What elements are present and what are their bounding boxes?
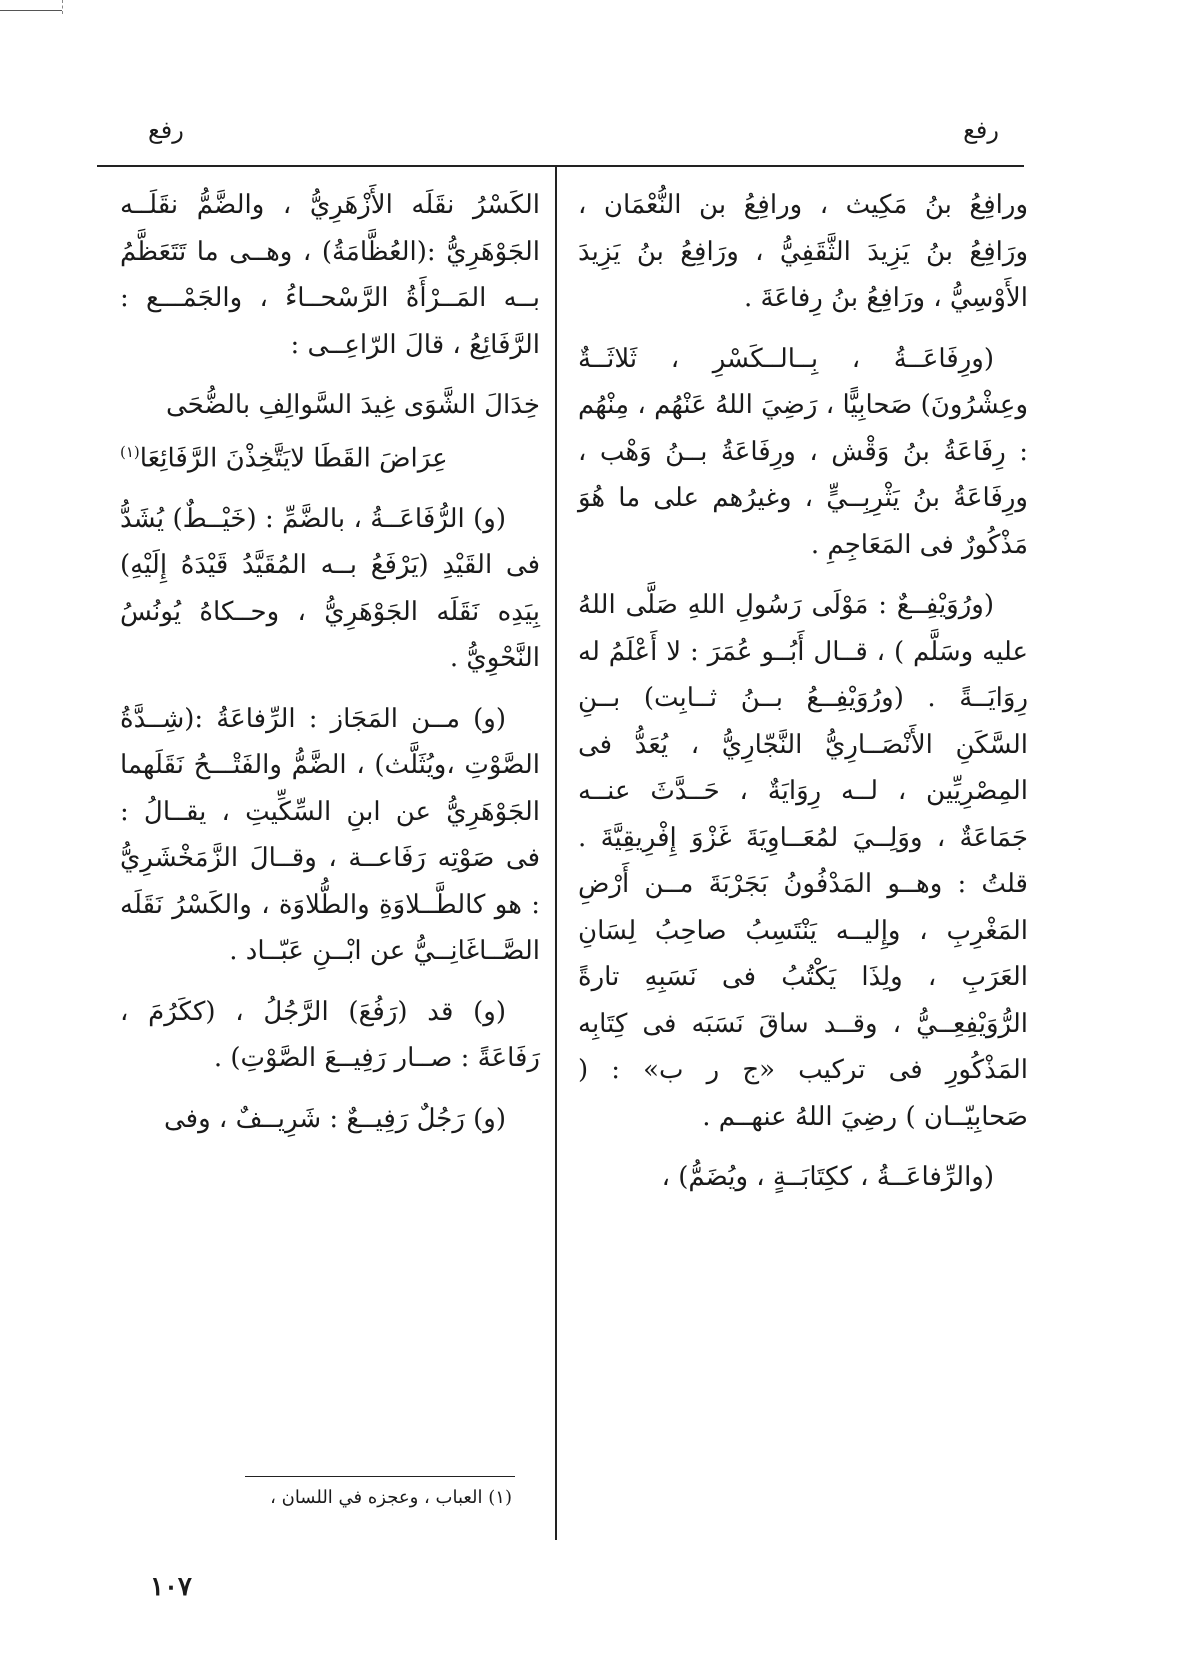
paragraph: (والرِّفاعَــةُ ، ككِتَابَــةٍ ، ويُضَمُّ) ،: [661, 1162, 994, 1192]
header-root-word-left: رفع: [148, 116, 184, 144]
verse-hemistich-2-text: عِرَاضَ القَطَا لايَتَّخِذْنَ الرَّفَائِعَا: [139, 443, 448, 474]
right-column: [578, 182, 1028, 1215]
footnote: (١) العباب ، وعجزه في اللسان ،: [270, 1487, 512, 1508]
paragraph: (ورُوَيْفِــعٌ : مَوْلَى رَسُولِ اللهِ صَلَّى اللهُ عليه وسَلَّم ) ، قــال أَبُــو عُمَرَ : لا أَعْلَمُ له رِوَايَــةً . (ورُوَيْفِــعُ بــنُ ثــابِت) بــنِ السَّكَنِ الأَنْصَــارِيُّ النَّجّارِيُّ ، يُعَدُّ فى المِصْرِيِّين ، لــه رِوَايَةٌ ، حَــدَّثَ عنــه جَمَاعَةٌ ، ووَلِــيَ لمُعَــاوِيَةَ غَزْوَ إِفْرِيقِيَّةَ . قلتُ : وهــو المَدْفُونُ بَجَرْبَةَ مــن أَرْضِ المَغْرِبِ ، وإِليــه يَنْتَسِبُ صاحِبُ لِسَانِ العَرَبِ ، ولِذَا يَكْتُبُ فى نَسَبِهِ تارةً الرُّوَيْفِعِــيُّ ، وقــد ساقَ نَسَبَه فى كِتَابِه المَذْكُورِ فى تركيب «ج ر ب» : ( صَحابِيّــان ) رضِيَ اللهُ عنهــم .: [578, 590, 1028, 1132]
scan-corner-mark: [0, 10, 62, 11]
paragraph: (و) مــن المَجَاز : الرِّفاعَةُ :(شِــدَّةُ الصَّوْتِ ،ويُثَلَّث) ، الضَّمُّ والفَتْـــحُ نَقَلَهما الجَوْهَرِيُّ عن ابنِ السِّكِّيتِ ، يقــالُ : فى صَوْتِه رَفَاعــة ، وقــالَ الزَّمَخْشَرِيُّ : هو كالطَّــلاوَةِ والطُّلاوَة ، والكَسْرُ نَقَلَه الصَّــاغَانِــيُّ عن ابْــنِ عَبّــاد .: [120, 703, 540, 967]
header-root-word-right: رفع: [963, 116, 999, 144]
footnote-marker: (١): [120, 442, 140, 461]
footnote-rule: [245, 1476, 515, 1477]
paragraph: (و) رَجُلٌ رَفِيــعٌ : شَرِيــفٌ ، وفى: [164, 1103, 506, 1134]
paragraph: الكَسْرُ نقَلَه الأَزْهَرِيُّ ، والضَّمُّ نقَلَــه الجَوْهَرِيُّ :(العُظَّامَةُ) ، وهــى ما تَتَعَظَّمُ بــه المَــرْأَةُ الرَّسْحــاءُ ، والجَمْـــع : الرَّفَائِعُ ، قالَ الرّاعِــى :: [120, 190, 540, 360]
page-number: ١٠٧: [150, 1572, 192, 1602]
poetry-verse: [120, 382, 540, 482]
paragraph: ورافِعُ بنُ مَكِيث ، ورافِعُ بن النُّعْمَان ، ورَافِعُ بنُ يَزِيدَ الثَّقَفِيُّ ، ورَافِعُ بنُ يَزِيدَ الأَوْسِيُّ ، ورَافِعُ بنُ رِفاعَةَ .: [578, 190, 1028, 313]
verse-hemistich-2: [120, 429, 540, 482]
verse-hemistich-1: خِدَالَ الشَّوَى غِيدَ السَّوالِفِ بالضُّحَى: [165, 390, 540, 420]
paragraph: (ورِفَاعَــةُ ، بِــالــكَسْرِ ، ثَلاثَــةٌ وعِشْرُونَ) صَحابِيًّا ، رَضِيَ اللهُ عَنْهُم ، مِنْهُم : رِفَاعَةُ بنُ وَقْش ، ورِفَاعَةُ بــنُ وَهْب ، ورِفَاعَةُ بنُ يَثْرِبِــيٍّ ، وغيرُهم على ما هُوَ مَذْكُورٌ فى المَعَاجِمِ .: [578, 343, 1028, 560]
paragraph: (و) قد (رَفُعَ) الرَّجُلُ ، (ككَرُمَ ، رَفَاعَةً : صــار رَفِيــعَ الصَّوْتِ) .: [120, 996, 540, 1074]
header-rule: [97, 165, 1024, 167]
scan-corner-mark-vertical: [62, 0, 63, 14]
column-divider: [555, 165, 557, 1540]
left-column: [120, 182, 540, 1156]
paragraph: (و) الرُّفَاعَــةُ ، بالضَّمِّ : (خَيْــطٌ) يُشَدُّ فى القَيْدِ (يَرْفَعُ بــه المُقَيَّدُ قَيْدَهُ إِلَيْهِ) بِيَدِه نَقَلَه الجَوْهَرِيُّ ، وحــكاهُ يُونُسُ النَّحْوِيُّ .: [120, 503, 540, 674]
